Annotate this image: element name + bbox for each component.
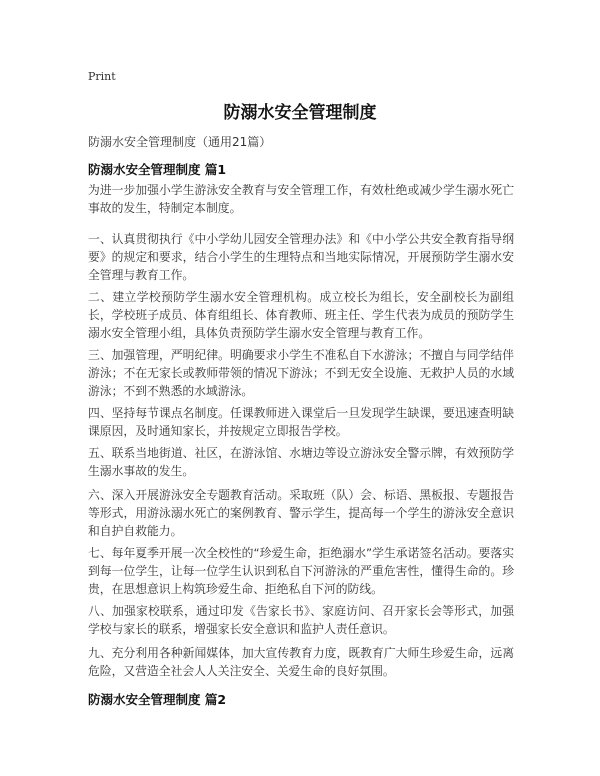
paragraph-7: 七、每年夏季开展一次全校性的“珍爱生命，拒绝溺水”学生承诺签名活动。要落实到每一位学生，让每一位学生认识到私自下河游泳的严重危害性，懂得生命的。珍贵，在思想意识上构筑珍爱生命、拒绝私自下河的防线。 bbox=[88, 546, 514, 596]
section-heading-2: 防溺水安全管理制度 篇2 bbox=[88, 692, 227, 707]
paragraph-4: 四、坚持每节课点名制度。任课教师进入课堂后一旦发现学生缺课，要迅速查明缺课原因，及时通知家长，并按规定立即报告学校。 bbox=[88, 406, 514, 438]
paragraph-1: 一、认真贯彻执行《中小学幼儿园安全管理办法》和《中小学公共安全教育指导纲要》的规定和要求，结合小学生的生理特点和当地实际情况，开展预防学生溺水安全管理与教育工作。 bbox=[88, 232, 514, 282]
section-heading-1: 防溺水安全管理制度 篇1 bbox=[88, 162, 227, 177]
paragraph-5: 五、联系当地街道、社区，在游泳馆、水塘边等设立游泳安全警示牌，有效预防学生溺水事故的发生。 bbox=[88, 446, 514, 478]
document-subtitle: 防溺水安全管理制度（通用21篇） bbox=[88, 135, 272, 149]
page-title: 防溺水安全管理制度 bbox=[223, 103, 377, 123]
paragraph-2: 二、建立学校预防学生溺水安全管理机构。成立校长为组长，安全副校长为副组长，学校班子成员、体育组组长、体育教师、班主任、学生代表为成员的预防学生溺水安全管理小组，具体负责预防学生溺水安全管理与教育工作。 bbox=[88, 290, 514, 340]
paragraph-6: 六、深入开展游泳安全专题教育活动。采取班（队）会、标语、黑板报、专题报告等形式，用游泳溺水死亡的案例教育、警示学生，提高每一个学生的游泳安全意识和自护自救能力。 bbox=[88, 488, 514, 538]
paragraph-9: 九、充分利用各种新闻媒体，加大宣传教育力度，既教育广大师生珍爱生命，远离危险，又营造全社会人人关注安全、关爱生命的良好氛围。 bbox=[88, 646, 514, 678]
print-link[interactable]: Print bbox=[88, 70, 116, 83]
paragraph-3: 三、加强管理，严明纪律。明确要求小学生不准私自下水游泳；不擅自与同学结伴游泳；不在无家长或教师带领的情况下游泳；不到无安全设施、无救护人员的水域游泳；不到不熟悉的水域游泳。 bbox=[88, 348, 514, 398]
paragraph-8: 八、加强家校联系，通过印发《告家长书》、家庭访问、召开家长会等形式，加强学校与家长的联系，增强家长安全意识和监护人责任意识。 bbox=[88, 604, 514, 636]
paragraph-intro: 为进一步加强小学生游泳安全教育与安全管理工作，有效杜绝或减少学生溺水死亡事故的发生，特制定本制度。 bbox=[88, 183, 514, 215]
